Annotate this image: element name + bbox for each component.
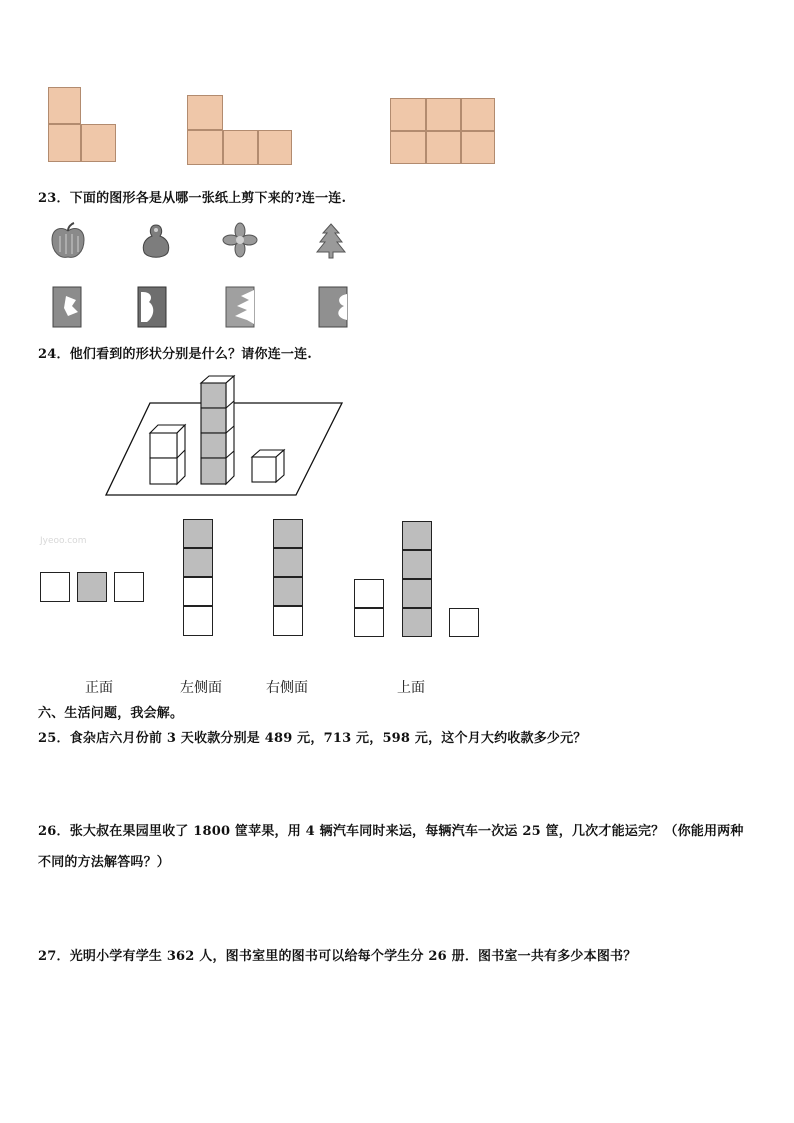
paper-cutout-1 <box>52 286 82 328</box>
gourd-icon <box>138 222 174 262</box>
section-6-title: 六、生活问题，我会解。 <box>38 706 184 721</box>
question-27: 27．光明小学有学生 362 人，图书室里的图书可以给每个学生分 26 册．图书室一共有多少本图书？ <box>38 949 637 964</box>
label-left-side: 左侧面 <box>180 680 222 696</box>
paper-cutout-2 <box>137 286 167 328</box>
apple-icon <box>48 222 88 262</box>
question-23: 23．下面的图形各是从哪一张纸上剪下来的?连一连. <box>38 191 347 206</box>
tree-icon <box>315 222 347 260</box>
question-26-line-1: 26．张大叔在果园里收了 1800 筐苹果，用 4 辆汽车同时来运，每辆汽车一次运 25 筐，几次才能运完？（你能用两种 <box>38 824 744 839</box>
flower-icon <box>222 222 258 258</box>
question-25: 25．食杂店六月份前 3 天收款分别是 489 元，713 元，598 元，这个月大约收款多少元？ <box>38 731 587 746</box>
label-top: 上面 <box>397 680 425 696</box>
label-front: 正面 <box>85 680 113 696</box>
question-24: 24．他们看到的形状分别是什么？请你连一连. <box>38 347 313 362</box>
cube-stack-perspective <box>100 370 350 500</box>
label-right-side: 右侧面 <box>266 680 308 696</box>
paper-cutout-4 <box>318 286 348 328</box>
question-26-line-2: 不同的方法解答吗？） <box>38 855 171 870</box>
paper-cutout-3 <box>225 286 255 328</box>
watermark: Jyeoo.com <box>40 536 87 546</box>
